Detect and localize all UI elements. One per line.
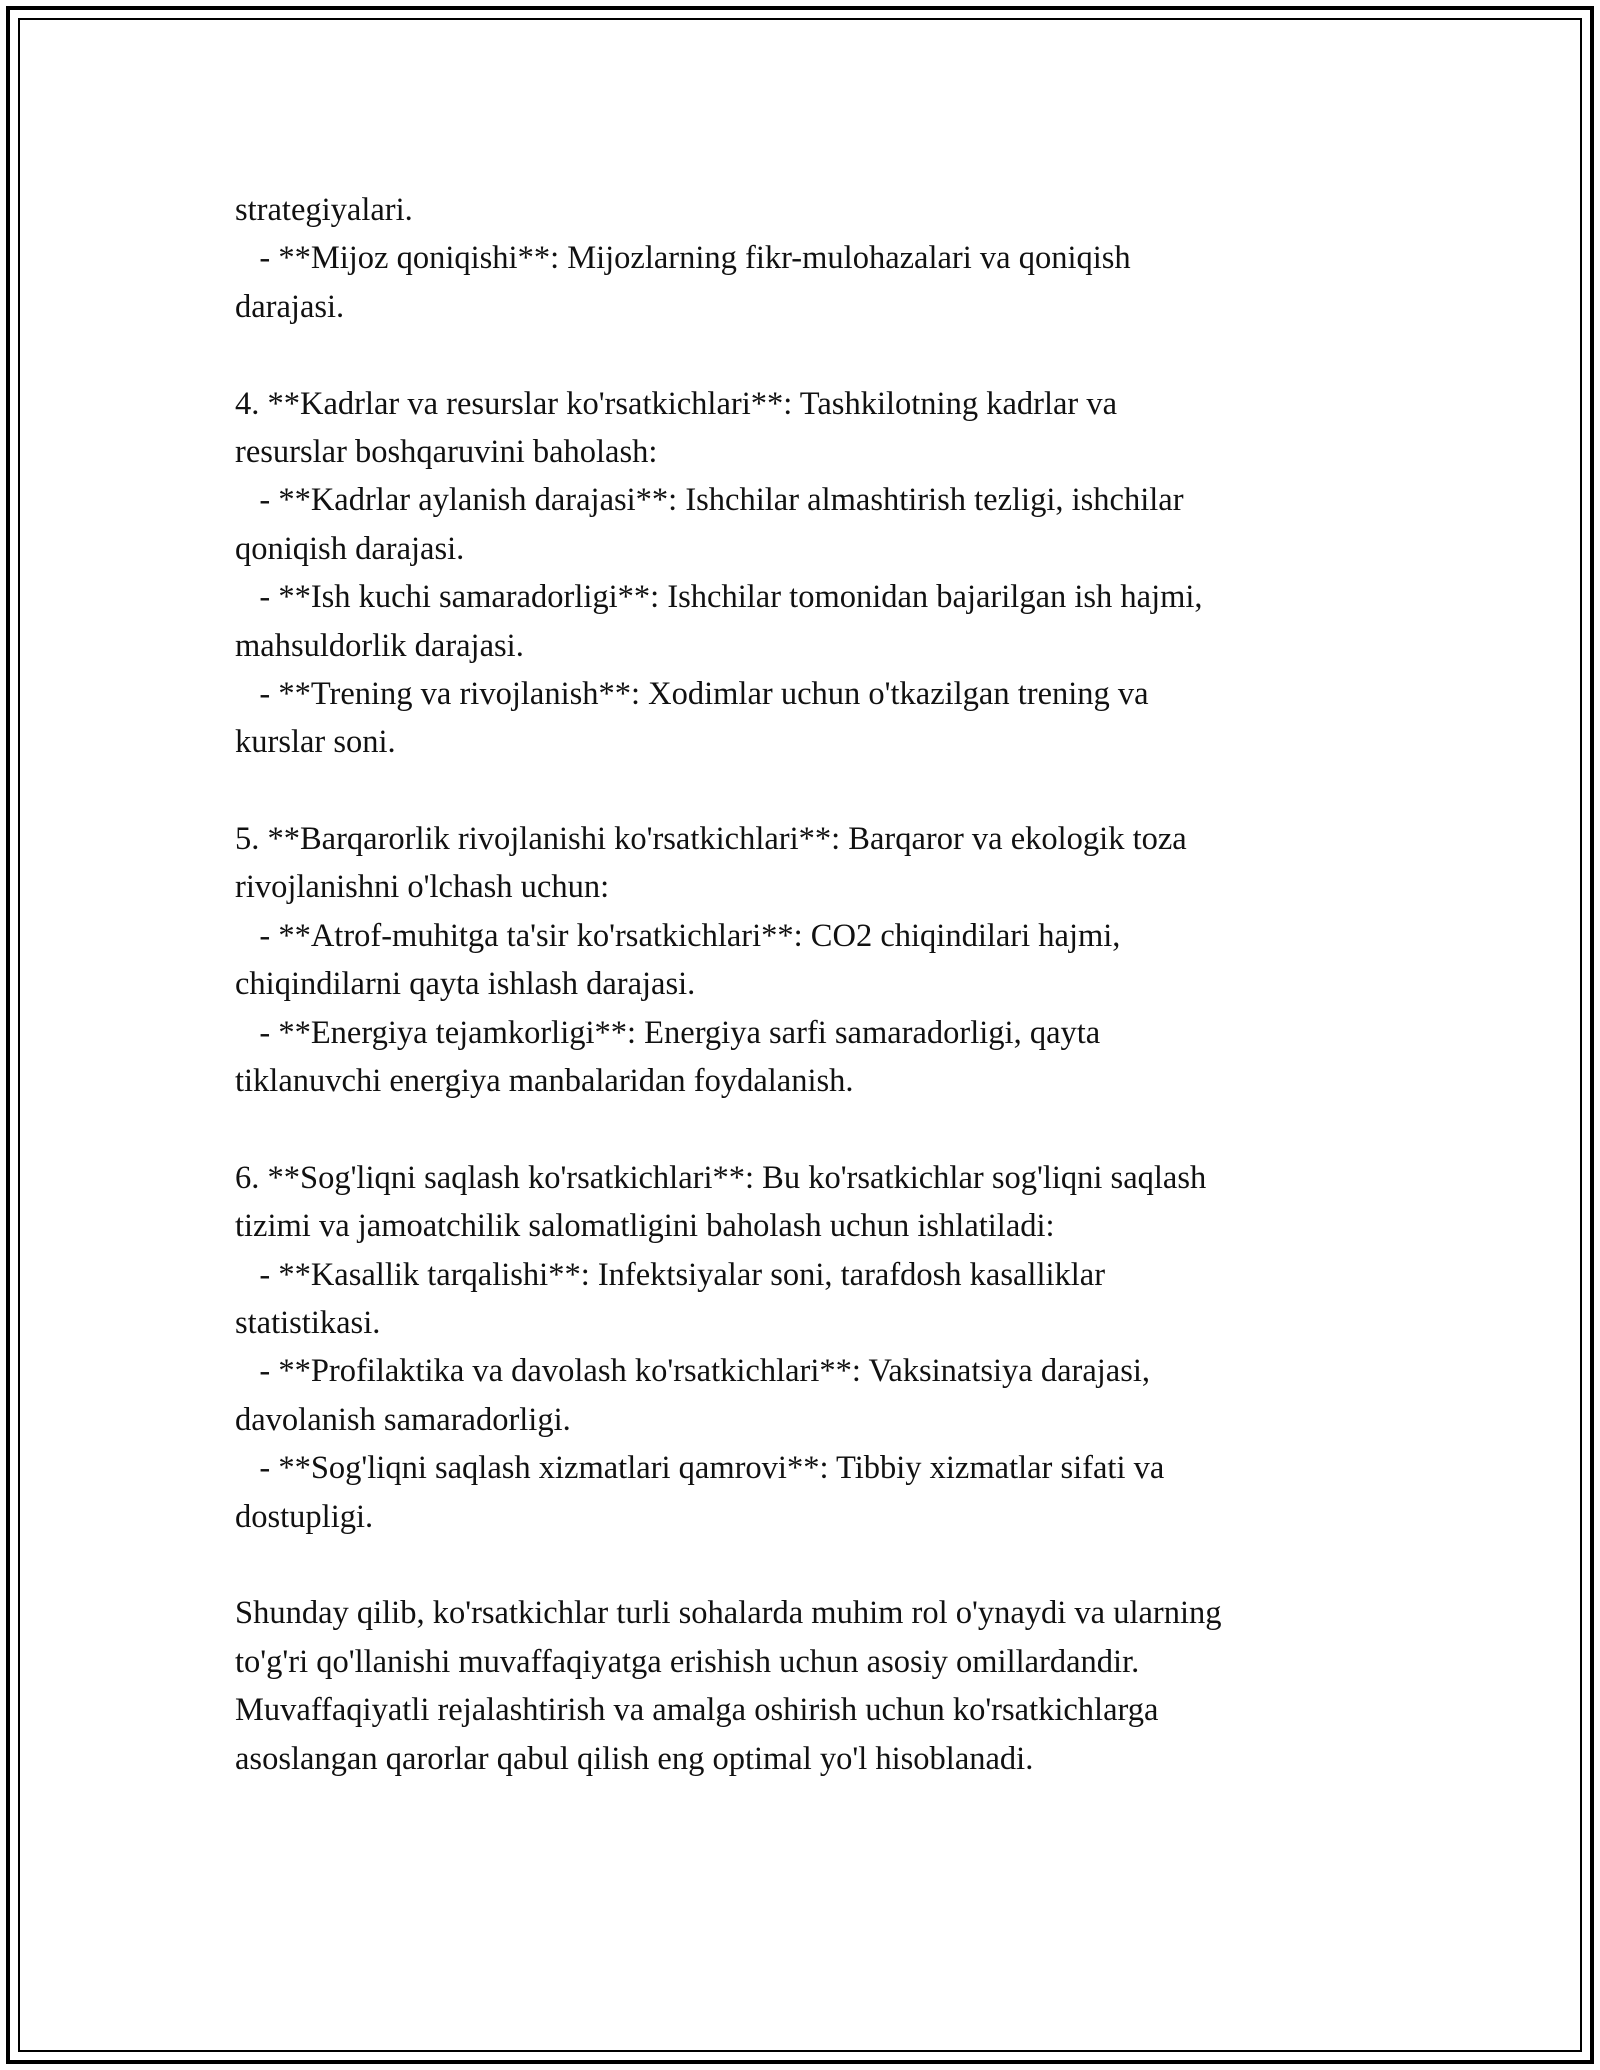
blank-line [235, 1541, 1395, 1589]
text-line: darajasi. [235, 288, 345, 325]
document-body [235, 186, 1395, 1783]
text-line: to'g'ri qo'llanishi muvaffaqiyatga erishish uchun asosiy omillardandir. [235, 1643, 1140, 1680]
text-line: - **Sog'liqni saqlash xizmatlari qamrovi**: Tibbiy xizmatlar sifati va [235, 1450, 1165, 1487]
blank-line [235, 1105, 1395, 1153]
text-line: - **Energiya tejamkorligi**: Energiya sarfi samaradorligi, qayta [235, 1014, 1101, 1051]
text-line: strategiyalari. [235, 192, 413, 228]
text-line: resurslar boshqaruvini baholash: [235, 433, 658, 470]
text-line: - **Mijoz qoniqishi**: Mijozlarning fikr-mulohazalari va qoniqish [235, 240, 1131, 277]
text-line: kurslar soni. [235, 724, 396, 761]
text-line: - **Profilaktika va davolash ko'rsatkichlari**: Vaksinatsiya darajasi, [235, 1353, 1151, 1390]
text-line: rivojlanishni o'lchash uchun: [235, 869, 610, 906]
text-line: asoslangan qarorlar qabul qilish eng optimal yo'l hisoblanadi. [235, 1740, 1034, 1777]
text-line: 5. **Barqarorlik rivojlanishi ko'rsatkichlari**: Barqaror va ekologik toza [235, 821, 1187, 858]
text-line: - **Kadrlar aylanish darajasi**: Ishchilar almashtirish tezligi, ishchilar [235, 482, 1184, 519]
text-line: - **Trening va rivojlanish**: Xodimlar uchun o'tkazilgan trening va [235, 675, 1149, 712]
text-line: Muvaffaqiyatli rejalashtirish va amalga oshirish uchun ko'rsatkichlarga [235, 1692, 1159, 1729]
blank-line [235, 331, 1395, 379]
blank-line [235, 767, 1395, 815]
text-line: - **Kasallik tarqalishi**: Infektsiyalar soni, tarafdosh kasalliklar [235, 1256, 1106, 1293]
text-line: dostupligi. [235, 1498, 374, 1535]
text-line: chiqindilarni qayta ishlash darajasi. [235, 966, 696, 1003]
text-line: - **Ish kuchi samaradorligi**: Ishchilar tomonidan bajarilgan ish hajmi, [235, 579, 1203, 616]
text-line: tiklanuvchi energiya manbalaridan foydalanish. [235, 1063, 854, 1100]
text-line: davolanish samaradorligi. [235, 1401, 571, 1438]
text-line: tizimi va jamoatchilik salomatligini baholash uchun ishlatiladi: [235, 1208, 1055, 1245]
text-line: 6. **Sog'liqni saqlash ko'rsatkichlari**: Bu ko'rsatkichlar sog'liqni saqlash [235, 1159, 1207, 1196]
text-line: statistikasi. [235, 1304, 381, 1341]
text-line: mahsuldorlik darajasi. [235, 627, 524, 664]
text-line: 4. **Kadrlar va resurslar ko'rsatkichlari**: Tashkilotning kadrlar va [235, 385, 1118, 422]
text-line: Shunday qilib, ko'rsatkichlar turli sohalarda muhim rol o'ynaydi va ularning [235, 1595, 1222, 1632]
text-line: - **Atrof-muhitga ta'sir ko'rsatkichlari**: CO2 chiqindilari hajmi, [235, 917, 1121, 954]
text-line: qoniqish darajasi. [235, 530, 465, 567]
